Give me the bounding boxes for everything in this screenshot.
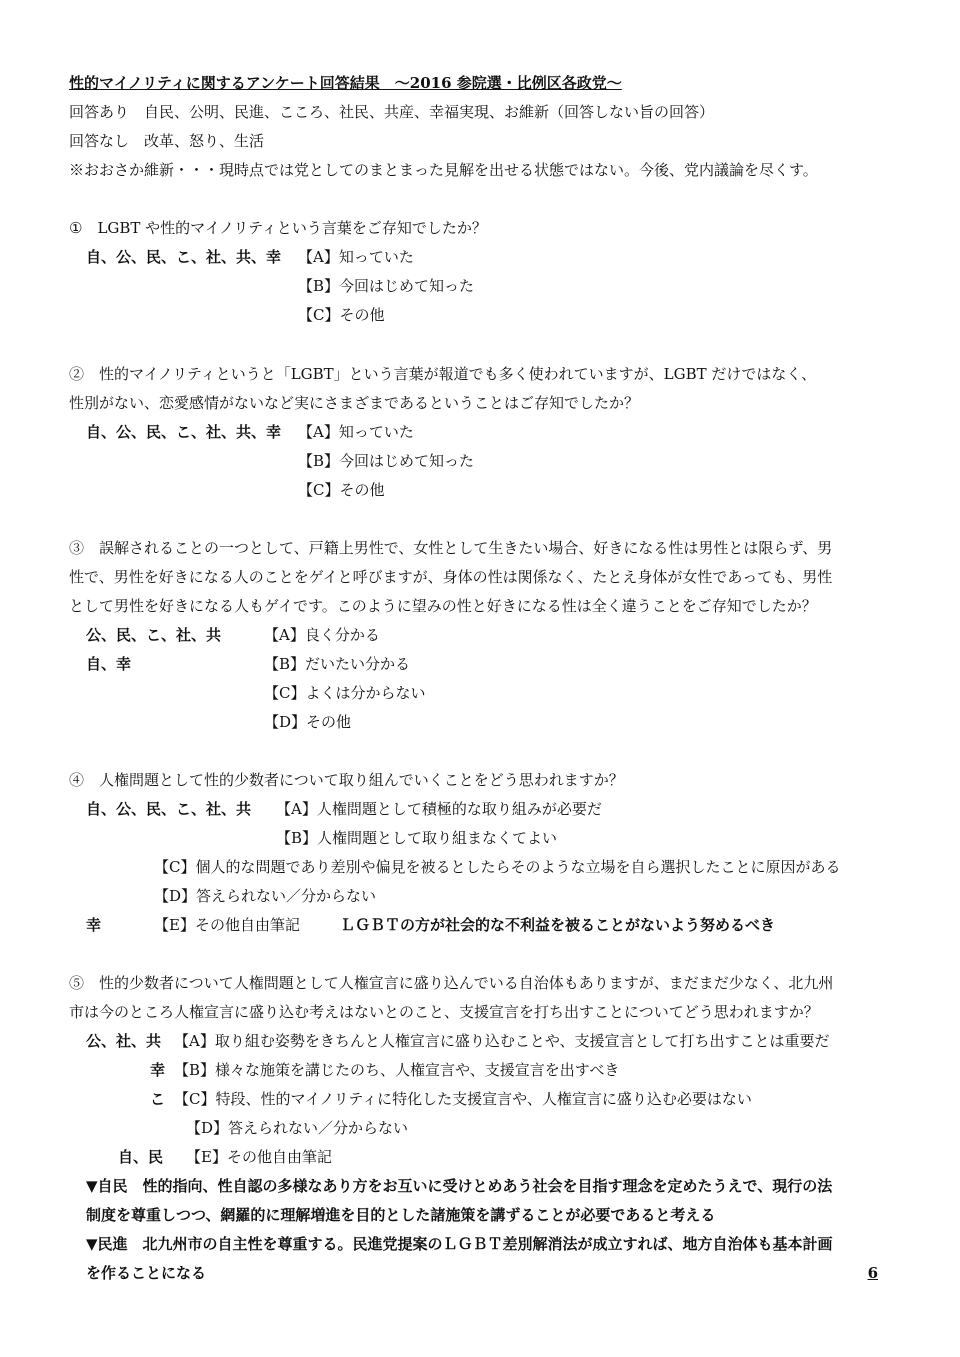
q3-option-d: 【D】その他 <box>264 713 352 731</box>
q3-question-line1: ③ 誤解されることの一つとして、戸籍上男性で、女性として生きたい場合、好きになる性は男性とは限らず、男 <box>69 539 833 557</box>
q4-parties-e: 幸 <box>86 916 102 934</box>
answered-parties: 回答あり 自民、公明、民進、こころ、社民、共産、幸福実現、お維新（回答しない旨の回答） <box>69 103 715 121</box>
q5-option-d: 【D】答えられない／分からない <box>186 1119 409 1137</box>
q5-comment-jimin-line1: ▼自民 性的指向、性自認の多様なあり方をお互いに受けとめあう社会を目指す理念を定めたうえで、現行の法 <box>86 1177 833 1195</box>
q2-option-b: 【B】今回はじめて知った <box>298 452 475 470</box>
q4-free-text-kofuku: ＬＧＢＴの方が社会的な不利益を被ることがないよう努めるべき <box>340 916 776 934</box>
q3-parties-a: 公、民、こ、社、共 <box>86 626 222 644</box>
q5-parties-c: こ <box>150 1090 166 1108</box>
q5-option-a: 【A】取り組む姿勢をきちんと人権宣言に盛り込むことや、支援宣言として打ち出すことは重要だ <box>174 1032 830 1050</box>
q4-option-d: 【D】答えられない／分からない <box>154 887 377 905</box>
q5-comment-minshin-line2: を作ることになる <box>86 1264 207 1282</box>
q5-comment-minshin-line1: ▼民進 北九州市の自主性を尊重する。民進党提案のＬＧＢＴ差別解消法が成立すれば、地方自治体も基本計画 <box>86 1235 833 1253</box>
q5-question-line1: ⑤ 性的少数者について人権問題として人権宣言に盛り込んでいる自治体もありますが、まだまだ少なく、北九州 <box>69 974 834 992</box>
q3-question-line3: として男性を好きになる人もゲイです。このように望みの性と好きになる性は全く違うことをご存知でしたか？ <box>69 597 817 615</box>
q2-parties-a: 自、公、民、こ、社、共、幸 <box>86 423 282 441</box>
q4-option-b: 【B】人権問題として取り組まなくてよい <box>276 829 558 847</box>
q5-option-b: 【B】様々な施策を講じたのち、人権宣言や、支援宣言を出すべき <box>174 1061 620 1079</box>
page-title: 性的マイノリティに関するアンケート回答結果 ～2016 参院選・比例区各政党～ <box>69 74 622 92</box>
page-number: 6 <box>867 1264 878 1282</box>
q1-option-a: 【A】知っていた <box>298 248 414 266</box>
q4-option-a: 【A】人権問題として積極的な取り組みが必要だ <box>276 800 602 818</box>
q3-option-a: 【A】良く分かる <box>264 626 380 644</box>
q4-option-c: 【C】個人的な問題であり差別や偏見を被るとしたらそのような立場を自ら選択したことに原因がある <box>154 858 841 876</box>
q3-question-line2: 性で、男性を好きになる人のことをゲイと呼びますが、身体の性は関係なく、たとえ身体が女性であっても、男性 <box>69 568 833 586</box>
q5-question-line2: 市は今のところ人権宣言に盛り込む考えはないとのこと、支援宣言を打ち出すことについてどう思われますか？ <box>69 1003 819 1021</box>
q3-parties-b: 自、幸 <box>86 655 132 673</box>
q5-parties-e: 自、民 <box>118 1148 164 1166</box>
note-osaka-ishin: ※おおさか維新・・・現時点では党としてのまとまった見解を出せる状態ではない。今後、党内議論を尽くす。 <box>69 161 818 179</box>
q5-parties-a: 公、社、共 <box>86 1032 162 1050</box>
q1-question: ① LGBT や性的マイノリティという言葉をご存知でしたか？ <box>69 219 487 237</box>
q5-comment-jimin-line2: 制度を尊重しつつ、網羅的に理解増進を目的とした諸施策を講ずることが必要であると考える <box>86 1206 716 1224</box>
q4-option-e: 【E】その他自由筆記 <box>154 916 300 934</box>
q1-parties-a: 自、公、民、こ、社、共、幸 <box>86 248 282 266</box>
q1-option-b: 【B】今回はじめて知った <box>298 277 475 295</box>
q3-option-b: 【B】だいたい分かる <box>264 655 411 673</box>
q2-question-line2: 性別がない、恋愛感情がないなど実にさまざまであるということはご存知でしたか？ <box>69 394 640 412</box>
q2-option-c: 【C】その他 <box>298 481 385 499</box>
q2-question-line1: ② 性的マイノリティというと「LGBT」という言葉が報道でも多く使われていますが、LGBT だけではなく、 <box>69 365 817 383</box>
q5-option-e: 【E】その他自由筆記 <box>186 1148 332 1166</box>
not-answered-parties: 回答なし 改革、怒り、生活 <box>69 132 265 150</box>
q4-question: ④ 人権問題として性的少数者について取り組んでいくことをどう思われますか？ <box>69 771 624 789</box>
q5-option-c: 【C】特段、性的マイノリティに特化した支援宣言や、人権宣言に盛り込む必要はない <box>174 1090 752 1108</box>
q1-option-c: 【C】その他 <box>298 306 385 324</box>
q2-option-a: 【A】知っていた <box>298 423 414 441</box>
q5-parties-b: 幸 <box>150 1061 166 1079</box>
q4-parties-a: 自、公、民、こ、社、共 <box>86 800 252 818</box>
q3-option-c: 【C】よくは分からない <box>264 684 426 702</box>
